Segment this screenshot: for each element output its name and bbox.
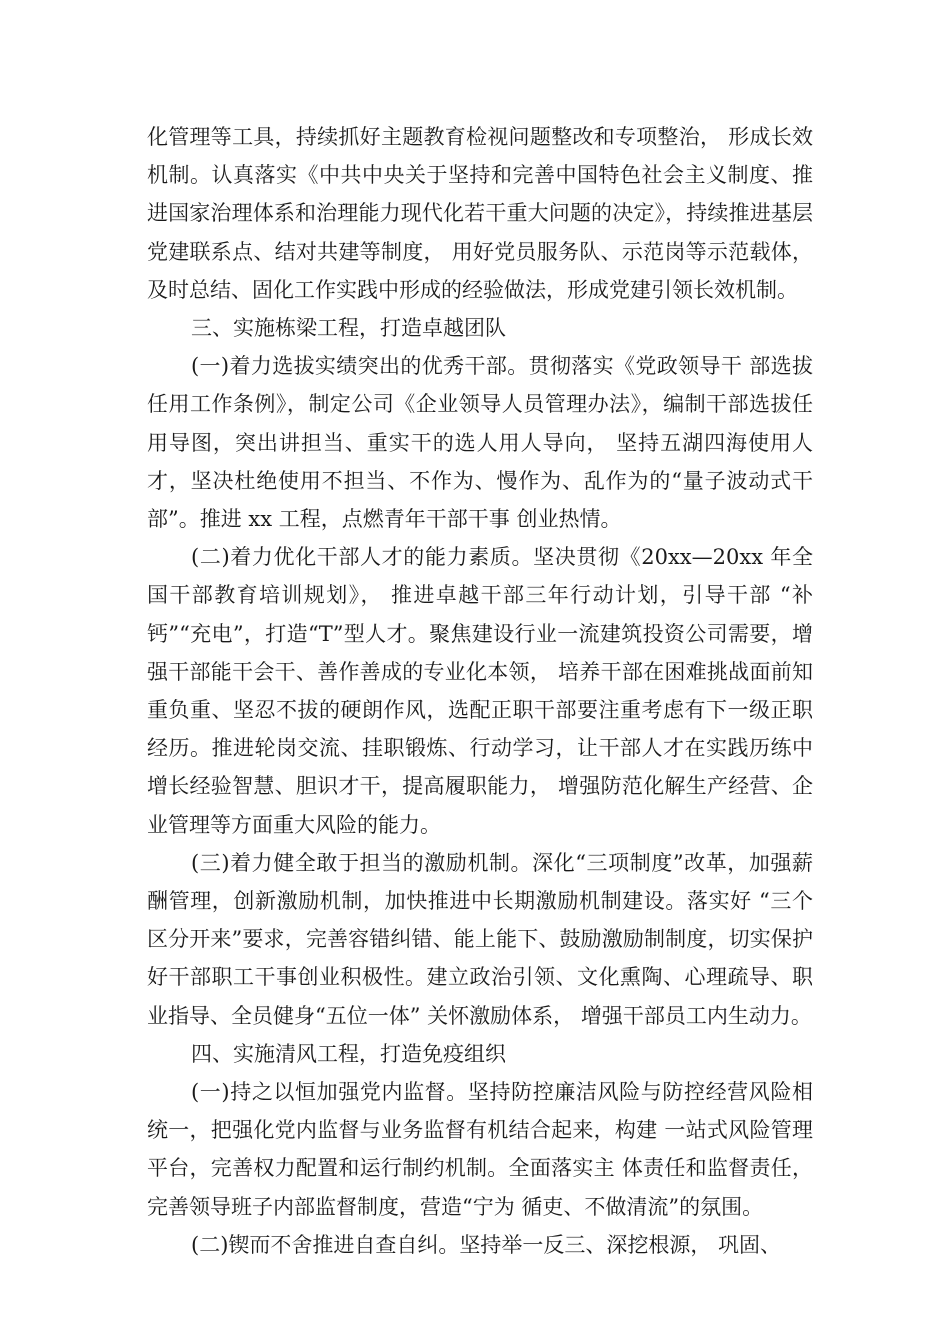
paragraph-4-1: (一)持之以恒加强党内监督。坚持防控廉洁风险与防控经营风险相统一，把强化党内监督与业务监督有机结合起来，构建 一站式风险管理平台，完善权力配置和运行制约机制。全面落实主 体责任和监督责任，完善领导班子内部监督制度，营造“宁为 循吏、不做清流”的氛围。 bbox=[147, 1080, 813, 1219]
document-body bbox=[147, 118, 813, 1264]
paragraph-intro: 化管理等工具，持续抓好主题教育检视问题整改和专项整治， 形成长效机制。认真落实《中共中央关于坚持和完善中国特色社会主义制度、推进国家治理体系和治理能力现代化若干重大问题的决定》，持续推进基层党建联系点、结对共建等制度， 用好党员服务队、示范岗等示范载体，及时总结、固化工作实践中形成的经验做法，形成党建引领长效机制。 bbox=[147, 125, 813, 302]
paragraph-3-2: (二)着力优化干部人才的能力素质。坚决贯彻《20xx—20xx 年全国干部教育培训规划》， 推进卓越干部三年行动计划，引导干部 “补钙”“充电”，打造“T”型人才。聚焦建设行业一流建筑投资公司需要，增强干部能干会干、善作善成的专业化本领， 培养干部在困难挑战面前知重负重、坚忍不拔的硬朗作风，选配正职干部要注重考虑有下一级正职经历。推进轮岗交流、挂职锻炼、行动学习，让干部人才在实践历练中增长经验智慧、胆识才干，提高履职能力， 增强防范化解生产经营、企业管理等方面重大风险的能力。 bbox=[147, 545, 813, 837]
paragraph-3-1: (一)着力选拔实绩突出的优秀干部。贯彻落实《党政领导干 部选拔任用工作条例》，制定公司《企业领导人员管理办法》，编制干部选拔任用导图，突出讲担当、重实干的选人用人导向， 坚持五湖四海使用人才，坚决杜绝使用不担当、不作为、慢作为、乱作为的“量子波动式干部”。推进 xx 工程，点燃青年干部干事 创业热情。 bbox=[147, 354, 813, 532]
section-heading-four: 四、实施清风工程，打造免疫组织 bbox=[191, 1041, 506, 1066]
paragraph-4-2: (二)锲而不舍推进自查自纠。坚持举一反三、深挖根源， 巩固、 bbox=[191, 1232, 782, 1257]
section-heading-three: 三、实施栋梁工程，打造卓越团队 bbox=[191, 316, 506, 341]
paragraph-3-3: (三)着力健全敢于担当的激励机制。深化“三项制度”改革，加强薪酬管理，创新激励机制，加快推进中长期激励机制建设。落实好 “三个区分开来”要求，完善容错纠错、能上能下、鼓励激励制制度，切实保护好干部职工干事创业积极性。建立政治引领、文化熏陶、心理疏导、职业指导、全员健身“五位一体” 关怀激励体系， 增强干部员工内生动力。 bbox=[147, 850, 813, 1028]
